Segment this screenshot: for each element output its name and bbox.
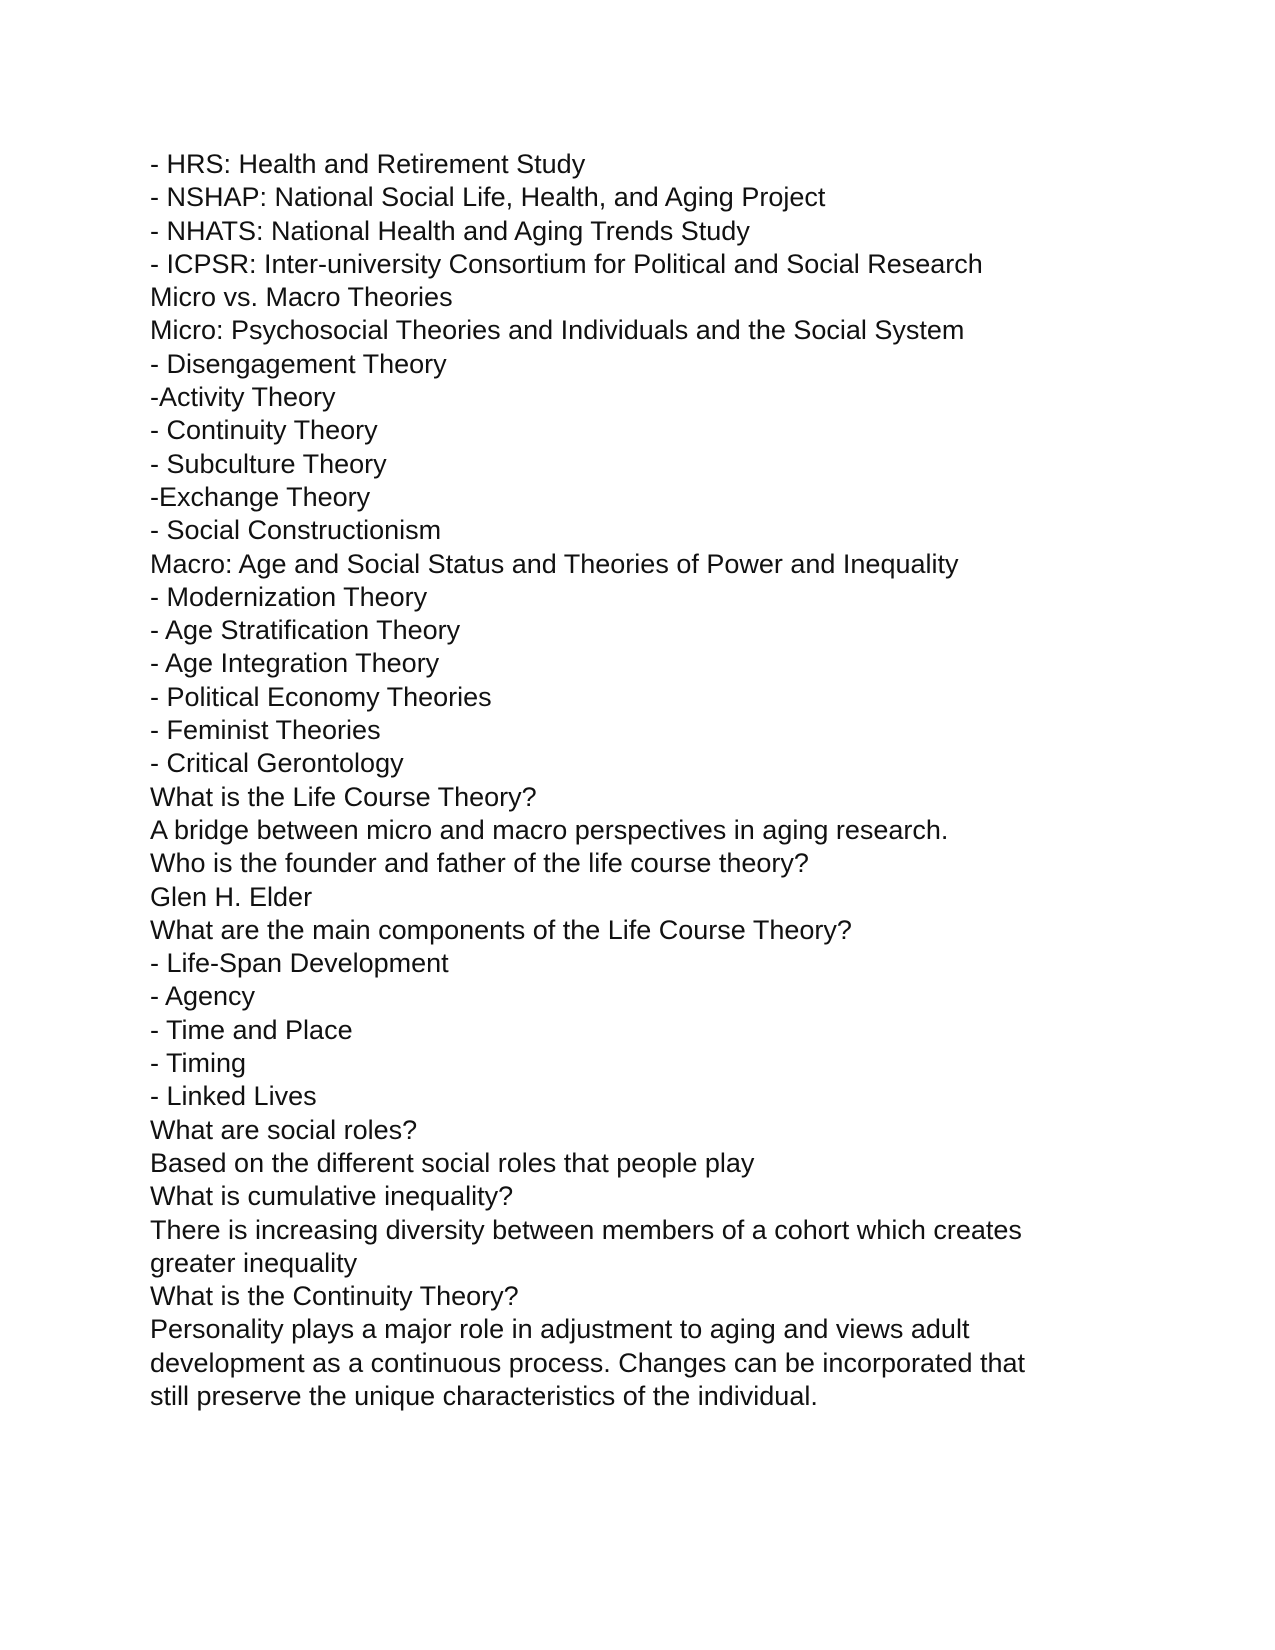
text-line: -Exchange Theory [150,481,371,512]
text-line: Micro: Psychosocial Theories and Individuals and the Social System [150,315,965,346]
text-line: - NSHAP: National Social Life, Health, and Aging Project [150,182,826,213]
text-line: What is cumulative inequality? [150,1181,514,1212]
text-line: - Political Economy Theories [150,681,492,712]
text-line: still preserve the unique characteristics of the individual. [150,1380,818,1411]
text-line: - Agency [150,981,256,1012]
text-line: - Modernization Theory [150,581,428,612]
text-line: - Age Stratification Theory [150,615,461,646]
text-line: There is increasing diversity between members of a cohort which creates [150,1214,1022,1245]
text-line: - Linked Lives [150,1081,317,1112]
text-line: Who is the founder and father of the life course theory? [150,848,809,879]
text-line: What are social roles? [150,1114,418,1145]
text-line: What are the main components of the Life Course Theory? [150,914,852,945]
text-line: - NHATS: National Health and Aging Trends Study [150,215,750,246]
text-line: - Age Integration Theory [150,648,440,679]
text-line: - Life-Span Development [150,948,449,979]
text-line: - Time and Place [150,1014,353,1045]
text-line: greater inequality [150,1247,358,1278]
text-line: - Timing [150,1048,247,1079]
text-line: Macro: Age and Social Status and Theories of Power and Inequality [150,548,959,579]
text-line: Micro vs. Macro Theories [150,282,453,313]
text-line: Based on the different social roles that people play [150,1147,755,1178]
text-line: - ICPSR: Inter-university Consortium for Political and Social Research [150,248,983,279]
text-line: What is the Life Course Theory? [150,781,537,812]
document-text [150,148,1150,1413]
text-line: What is the Continuity Theory? [150,1281,519,1312]
text-line: A bridge between micro and macro perspectives in aging research. [150,814,949,845]
text-line: Glen H. Elder [150,881,313,912]
text-line: - Continuity Theory [150,415,378,446]
text-line: - Social Constructionism [150,515,442,546]
text-line: Personality plays a major role in adjustment to aging and views adult [150,1314,970,1345]
text-line: development as a continuous process. Changes can be incorporated that [150,1347,1026,1378]
text-line: - Critical Gerontology [150,748,404,779]
text-line: -Activity Theory [150,382,336,413]
text-line: - Feminist Theories [150,715,381,746]
text-line: - Subculture Theory [150,448,387,479]
text-line: - HRS: Health and Retirement Study [150,149,586,179]
text-line: - Disengagement Theory [150,348,447,379]
